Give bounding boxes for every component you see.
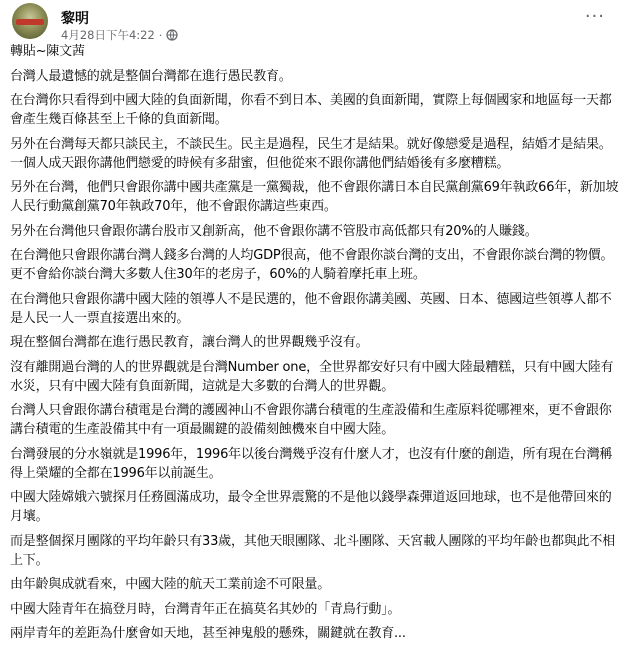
- post-paragraph: 另外在台灣，他們只會跟你講中國共產黨是一黨獨裁，他不會跟你講日本自民黨創黨69年執政66年，新加坡人民行動黨創黨70年執政70年，他不會跟你講這些東西。: [10, 180, 619, 214]
- post-paragraph: 台灣人最遺憾的就是整個台灣都在進行愚民教育。: [10, 68, 292, 84]
- post-paragraph: 台灣發展的分水嶺就是1996年，1996年以後台灣幾乎沒有什麼人才，也沒有什麼的創造，所有現在台灣稱得上榮耀的全都在1996年以前誕生。: [10, 446, 613, 481]
- post-paragraph: 現在整個台灣都在進行愚民教育，讓台灣人的世界觀幾乎沒有。: [10, 335, 369, 350]
- post-meta: [61, 27, 178, 43]
- post-paragraph: 另外在台灣他只會跟你講台股市又創新高，他不會跟你講不管股市高低都只有20%的人賺錢。: [10, 223, 538, 239]
- post-paragraph: 台灣人只會跟你講台積電是台灣的護國神山不會跟你講台積電的生產設備和生產原料從哪裡來，更不會跟你講台積電的生產設備其中有一項最關鍵的設備刻蝕機來自中國大陸。: [10, 403, 612, 437]
- post-paragraph: 在台灣你只看得到中國大陸的負面新聞，你看不到日本、美國的負面新聞，實際上每個國家和地區每一天都會產生幾百條甚至上千條的負面新聞。: [10, 93, 612, 127]
- post-paragraph: 兩岸青年的差距為什麼會如天地，甚至神鬼般的懸殊，關鍵就在教育...: [10, 626, 406, 641]
- post-paragraph: 在台灣他只會跟你講台灣人錢多台灣的人均GDP很高，他不會跟你談台灣的支出，不會跟你談台灣的物價。更不會給你談台灣大多數人住30年的老房子，60%的人騎着摩托車上班。: [10, 248, 614, 282]
- post-paragraph: 在台灣他只會跟你講中國大陸的領導人不是民選的，他不會跟你講美國、英國、日本、德國這些領導人都不是人民一人一票直接選出來的。: [10, 291, 612, 326]
- meta-separator: ·: [158, 28, 163, 42]
- post-paragraph: 中國大陸嫦娥六號探月任務圓滿成功，最令全世界震驚的不是他以錢學森彈道返回地球，也不是他帶回來的月壤。: [10, 490, 612, 524]
- post-paragraph: 由年齡與成就看來，中國大陸的航天工業前途不可限量。: [10, 577, 331, 592]
- avatar[interactable]: [12, 3, 48, 39]
- globe-icon[interactable]: [166, 29, 178, 41]
- post-paragraph: 沒有離開過台灣的人的世界觀就是台灣Number one，全世界都安好只有中國大陸最糟糕，只有中國大陸有水災，只有中國大陸有負面新聞，這就是大多數的台灣人的世界觀。: [10, 359, 614, 394]
- post-header: [10, 0, 619, 42]
- post-paragraph: 轉貼~陳文茜: [10, 44, 85, 59]
- post-paragraph: 另外在台灣每天都只談民主，不談民生。民主是過程，民生才是結果。就好像戀愛是過程，結婚才是結果。一個人成天跟你講他們戀愛的時候有多甜蜜，但他從來不跟你講他們結婚後有多麼糟糕。: [10, 136, 612, 171]
- post-body: [10, 42, 620, 643]
- author-name[interactable]: 黎明: [61, 11, 89, 27]
- more-options-icon[interactable]: ···: [584, 6, 605, 27]
- post-paragraph: 中國大陸青年在搞登月時，台灣青年正在搞莫名其妙的「青鳥行動」。: [10, 601, 401, 617]
- post-paragraph: 而是整個探月團隊的平均年齡只有33歲，其他天眼團隊、北斗團隊、天宮載人團隊的平均年齡也都與此不相上下。: [10, 533, 615, 568]
- post-timestamp[interactable]: 4月28日下午4:22: [61, 28, 155, 42]
